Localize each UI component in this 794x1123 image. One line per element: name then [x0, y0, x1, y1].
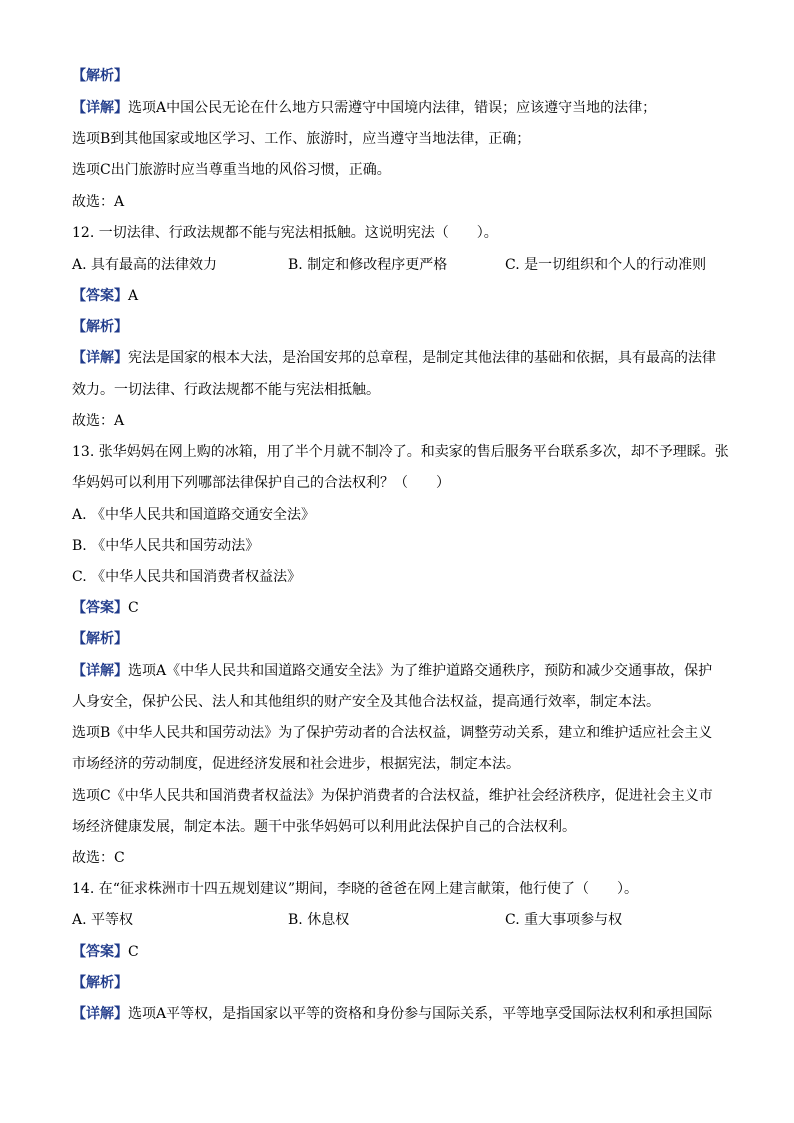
detail-text: 人身安全，保护公民、法人和其他组织的财产安全及其他合法权益，提高通行效率，制定本法。: [72, 694, 660, 710]
q13-option-b: B. 《中华人民共和国劳动法》: [72, 538, 260, 554]
q14-option-a: A. 平等权: [72, 912, 134, 928]
question-13-stem: 13. 张华妈妈在网上购的冰箱，用了半个月就不制冷了。和卖家的售后服务平台联系多次，却不予理睬。张: [72, 444, 729, 460]
detail-text: 效力。一切法律、行政法规都不能与宪法相抵触。: [72, 382, 380, 398]
question-13-stem: 华妈妈可以利用下列哪部法律保护自己的合法权利？（ ）: [72, 475, 450, 491]
detail-text: 选项A平等权，是指国家以平等的资格和身份参与国际关系，平等地享受国际法权利和承担国际: [128, 1006, 713, 1022]
choice-line: 故选：A: [72, 194, 125, 210]
question-12-stem: 12. 一切法律、行政法规都不能与宪法相抵触。这说明宪法（ ）。: [72, 225, 498, 241]
answer-label: 【答案】: [72, 944, 128, 960]
detail-text: 选项A《中华人民共和国道路交通安全法》为了维护道路交通秩序，预防和减少交通事故，保护: [128, 663, 713, 679]
answer-label: 【答案】: [72, 288, 128, 304]
detail-label: 【详解】: [72, 1006, 128, 1022]
detail-text: 选项A中国公民无论在什么地方只需遵守中国境内法律，错误；应该遵守当地的法律；: [128, 100, 657, 116]
detail-label: 【详解】: [72, 663, 128, 679]
detail-text: 选项C出门旅游时应当尊重当地的风俗习惯，正确。: [72, 162, 391, 178]
question-14-stem: 14. 在“征求株洲市十四五规划建议”期间，李晓的爸爸在网上建言献策，他行使了（ ）。: [72, 881, 639, 897]
choice-line: 故选：A: [72, 413, 125, 429]
q14-answer: [72, 942, 139, 962]
q13-answer: [72, 598, 139, 618]
q14-option-b: B. 休息权: [288, 912, 350, 928]
detail-label: 【详解】: [72, 100, 128, 116]
detail-text: 选项B《中华人民共和国劳动法》为了保护劳动者的合法权益，调整劳动关系，建立和维护适应社会主义: [72, 725, 713, 741]
answer-value: C: [128, 944, 139, 960]
q12-answer: [72, 286, 138, 306]
detail-text: 场经济健康发展，制定本法。题干中张华妈妈可以利用此法保护自己的合法权利。: [72, 819, 576, 835]
answer-label: 【答案】: [72, 600, 128, 616]
detail-text: 选项C《中华人民共和国消费者权益法》为保护消费者的合法权益，维护社会经济秩序，促进社会主义市: [72, 788, 713, 804]
detail-paragraph: [72, 661, 712, 681]
answer-value: A: [128, 288, 139, 304]
analysis-label: 【解析】: [72, 68, 128, 84]
q12-option-c: C. 是一切组织和个人的行动准则: [505, 257, 707, 273]
detail-paragraph: [72, 348, 716, 368]
analysis-label: 【解析】: [72, 975, 128, 991]
choice-line: 故选：C: [72, 850, 125, 866]
answer-value: C: [128, 600, 139, 616]
detail-paragraph: [72, 98, 656, 118]
detail-paragraph: [72, 1004, 712, 1024]
q14-option-c: C. 重大事项参与权: [505, 912, 623, 928]
detail-label: 【详解】: [72, 350, 128, 366]
q12-option-a: A. 具有最高的法律效力: [72, 257, 218, 273]
q12-option-b: B. 制定和修改程序更严格: [288, 257, 448, 273]
analysis-label: 【解析】: [72, 631, 128, 647]
q13-option-a: A. 《中华人民共和国道路交通安全法》: [72, 507, 316, 523]
detail-text: 宪法是国家的根本大法，是治国安邦的总章程，是制定其他法律的基础和依据，具有最高的法律: [128, 350, 716, 366]
q13-option-c: C. 《中华人民共和国消费者权益法》: [72, 569, 302, 585]
detail-text: 选项B到其他国家或地区学习、工作、旅游时，应当遵守当地法律，正确；: [72, 131, 531, 147]
analysis-label: 【解析】: [72, 319, 128, 335]
detail-text: 市场经济的劳动制度，促进经济发展和社会进步，根据宪法，制定本法。: [72, 756, 520, 772]
